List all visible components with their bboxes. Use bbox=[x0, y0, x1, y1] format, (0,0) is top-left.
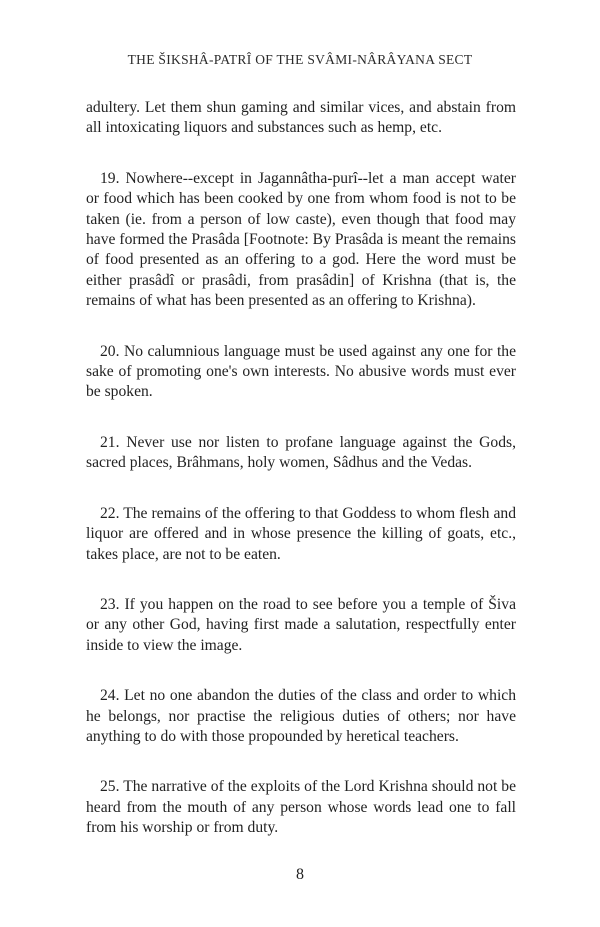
paragraph-rule-19: 19. Nowhere--except in Jagannâtha-purî--let a man accept water or food which has been cooked by one from whom food is not to be taken (ie. from a person of low caste), even though that food may have formed the Prasâda [Footnote: By Prasâda is meant the remains of food presented as an offering to a god. Here the word must be either prasâdî or prasâdi, from prasâdin] of Krishna (that is, the remains of what has been presented as an offering to Krishna). bbox=[86, 169, 516, 310]
page-number: 8 bbox=[296, 866, 304, 883]
paragraph-rule-23: 23. If you happen on the road to see before you a temple of Šiva or any other God, having first made a salutation, respectfully enter inside to view the image. bbox=[86, 595, 516, 654]
paragraph-rule-24: 24. Let no one abandon the duties of the class and order to which he belongs, nor practise the religious duties of others; nor have anything to do with those propounded by heretical teachers. bbox=[86, 687, 516, 745]
paragraph-rule-25: 25. The narrative of the exploits of the Lord Krishna should not be heard from the mouth of any person whose words lead one to fall from his worship or from duty. bbox=[86, 778, 516, 837]
paragraph-rule-20: 20. No calumnious language must be used against any one for the sake of promoting one's own interests. No abusive words must ever be spoken. bbox=[86, 342, 516, 401]
body-text bbox=[86, 98, 516, 869]
running-header: THE ŠIKSHÂ-PATRÎ OF THE SVÂMI-NÂRÂYANA SECT bbox=[127, 52, 473, 67]
paragraph-rule-21: 21. Never use nor listen to profane language against the Gods, sacred places, Brâhmans, holy women, Sâdhus and the Vedas. bbox=[86, 433, 516, 472]
paragraph-continuation: adultery. Let them shun gaming and similar vices, and abstain from all intoxicating liquors and substances such as hemp, etc. bbox=[86, 99, 516, 137]
paragraph-rule-22: 22. The remains of the offering to that Goddess to whom flesh and liquor are offered and in whose presence the killing of goats, etc., takes place, are not to be eaten. bbox=[86, 504, 516, 563]
